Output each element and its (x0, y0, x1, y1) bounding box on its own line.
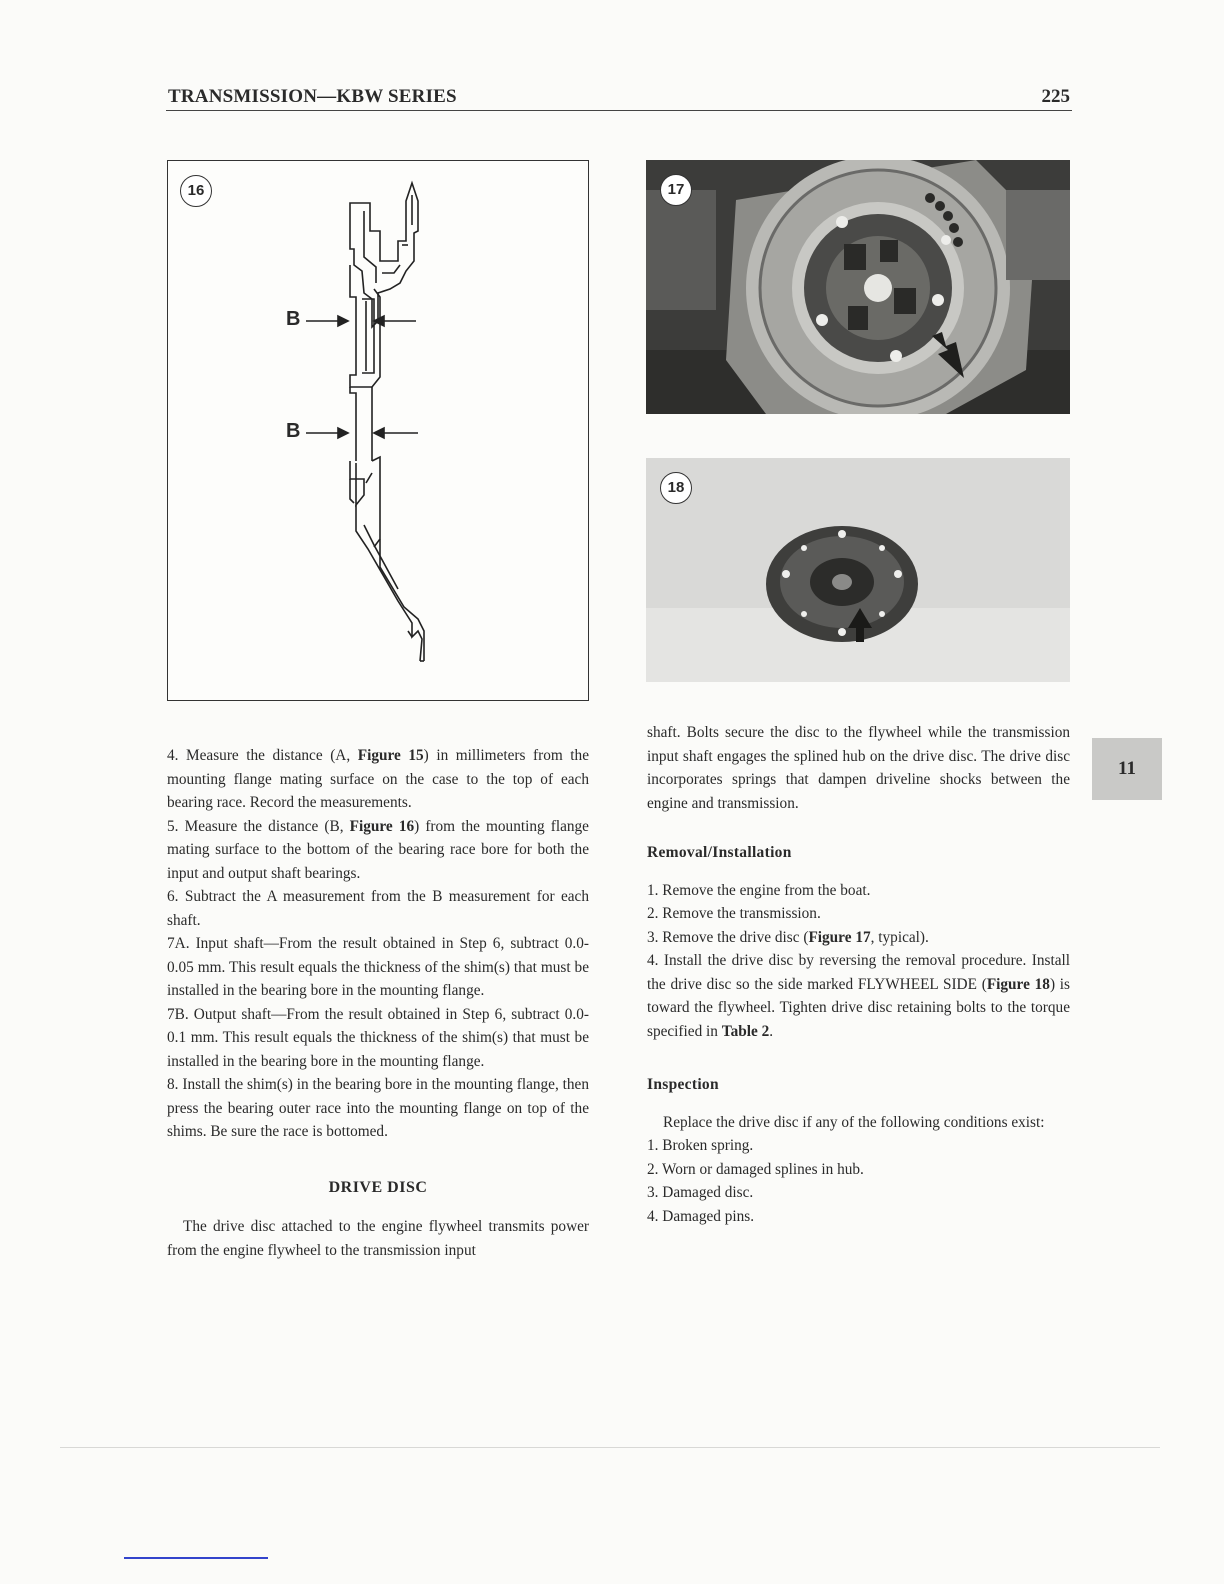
shaft-section-drawing (168, 161, 588, 700)
inspection-item-4: 4. Damaged pins. (647, 1207, 755, 1225)
inspection-intro: Replace the drive disc if any of the following conditions exist: (663, 1113, 1045, 1131)
step-7a: 7A. Input shaft—From the result obtained in Step 6, subtract 0.0-0.05 mm. This result equals the thickness of the shim(s) that must be installed in the bearing bore in the mounting flange. (167, 935, 589, 999)
removal-step-1: 1. Remove the engine from the boat. (647, 881, 871, 899)
drive-disc-intro: The drive disc attached to the engine flywheel transmits power from the engine flywheel to the transmission input (167, 1218, 589, 1259)
figure-16-badge: 16 (180, 175, 212, 207)
inspection-item-3: 3. Damaged disc. (647, 1184, 754, 1201)
flywheel-photo-illustration (646, 160, 1070, 414)
figure-16-diagram (167, 160, 589, 701)
step-8: 8. Install the shim(s) in the bearing bore in the mounting flange, then press the bearing outer race into the mounting flange on top of the shims. Be sure the race is bottomed. (167, 1076, 589, 1140)
corner-link-line (124, 1557, 268, 1559)
dimension-label-b-upper: B (286, 308, 301, 330)
removal-step-2: 2. Remove the transmission. (647, 905, 821, 922)
figure-18-badge: 18 (660, 472, 692, 504)
inspection-heading: Inspection (647, 1076, 719, 1093)
dimension-label-b-lower: B (286, 420, 301, 442)
step-6: 6. Subtract the A measurement from the B measurement for each shaft. (167, 888, 589, 929)
figure-18-photo (646, 458, 1070, 682)
right-column (647, 721, 1070, 1228)
drive-disc-photo-illustration (646, 458, 1070, 682)
chapter-tab: 11 (1092, 738, 1162, 800)
header-rule (166, 110, 1072, 111)
running-header-title: TRANSMISSION—KBW SERIES (168, 86, 457, 107)
inspection-item-2: 2. Worn or damaged splines in hub. (647, 1160, 864, 1178)
step-4: 4. Measure the distance (A, Figure 15) in millimeters from the mounting flange mating surface on the case to the top of each bearing race. Record the measurements. (167, 747, 589, 811)
section-heading-drive-disc: DRIVE DISC (328, 1178, 428, 1196)
step-7b: 7B. Output shaft—From the result obtained in Step 6, subtract 0.0-0.1 mm. This result equals the thickness of the shim(s) that must be installed in the bearing bore in the mounting flange. (167, 1005, 589, 1070)
drive-disc-continuation: shaft. Bolts secure the disc to the flywheel while the transmission input shaft engages the splined hub on the drive disc. The drive disc incorporates springs that dampen driveline shocks between the engine and transmission. (647, 724, 1070, 812)
removal-installation-heading: Removal/Installation (647, 844, 792, 861)
figure-17-photo (646, 160, 1070, 414)
removal-step-4: 4. Install the drive disc by reversing the removal procedure. Install the drive disc so the side marked FLYWHEEL SIDE (Figure 18) is toward the flywheel. Tighten drive disc retaining bolts to the torque specified in Table 2. (647, 952, 1070, 1040)
page-number: 225 (1041, 86, 1070, 107)
left-column (167, 744, 589, 1262)
inspection-item-1: 1. Broken spring. (647, 1137, 754, 1154)
figure-17-badge: 17 (660, 174, 692, 206)
step-5: 5. Measure the distance (B, Figure 16) from the mounting flange mating surface to the bottom of the bearing race bore for both the input and output shaft bearings. (167, 817, 589, 882)
footer-rule (60, 1447, 1160, 1448)
removal-step-3: 3. Remove the drive disc (Figure 17, typical). (647, 928, 929, 946)
